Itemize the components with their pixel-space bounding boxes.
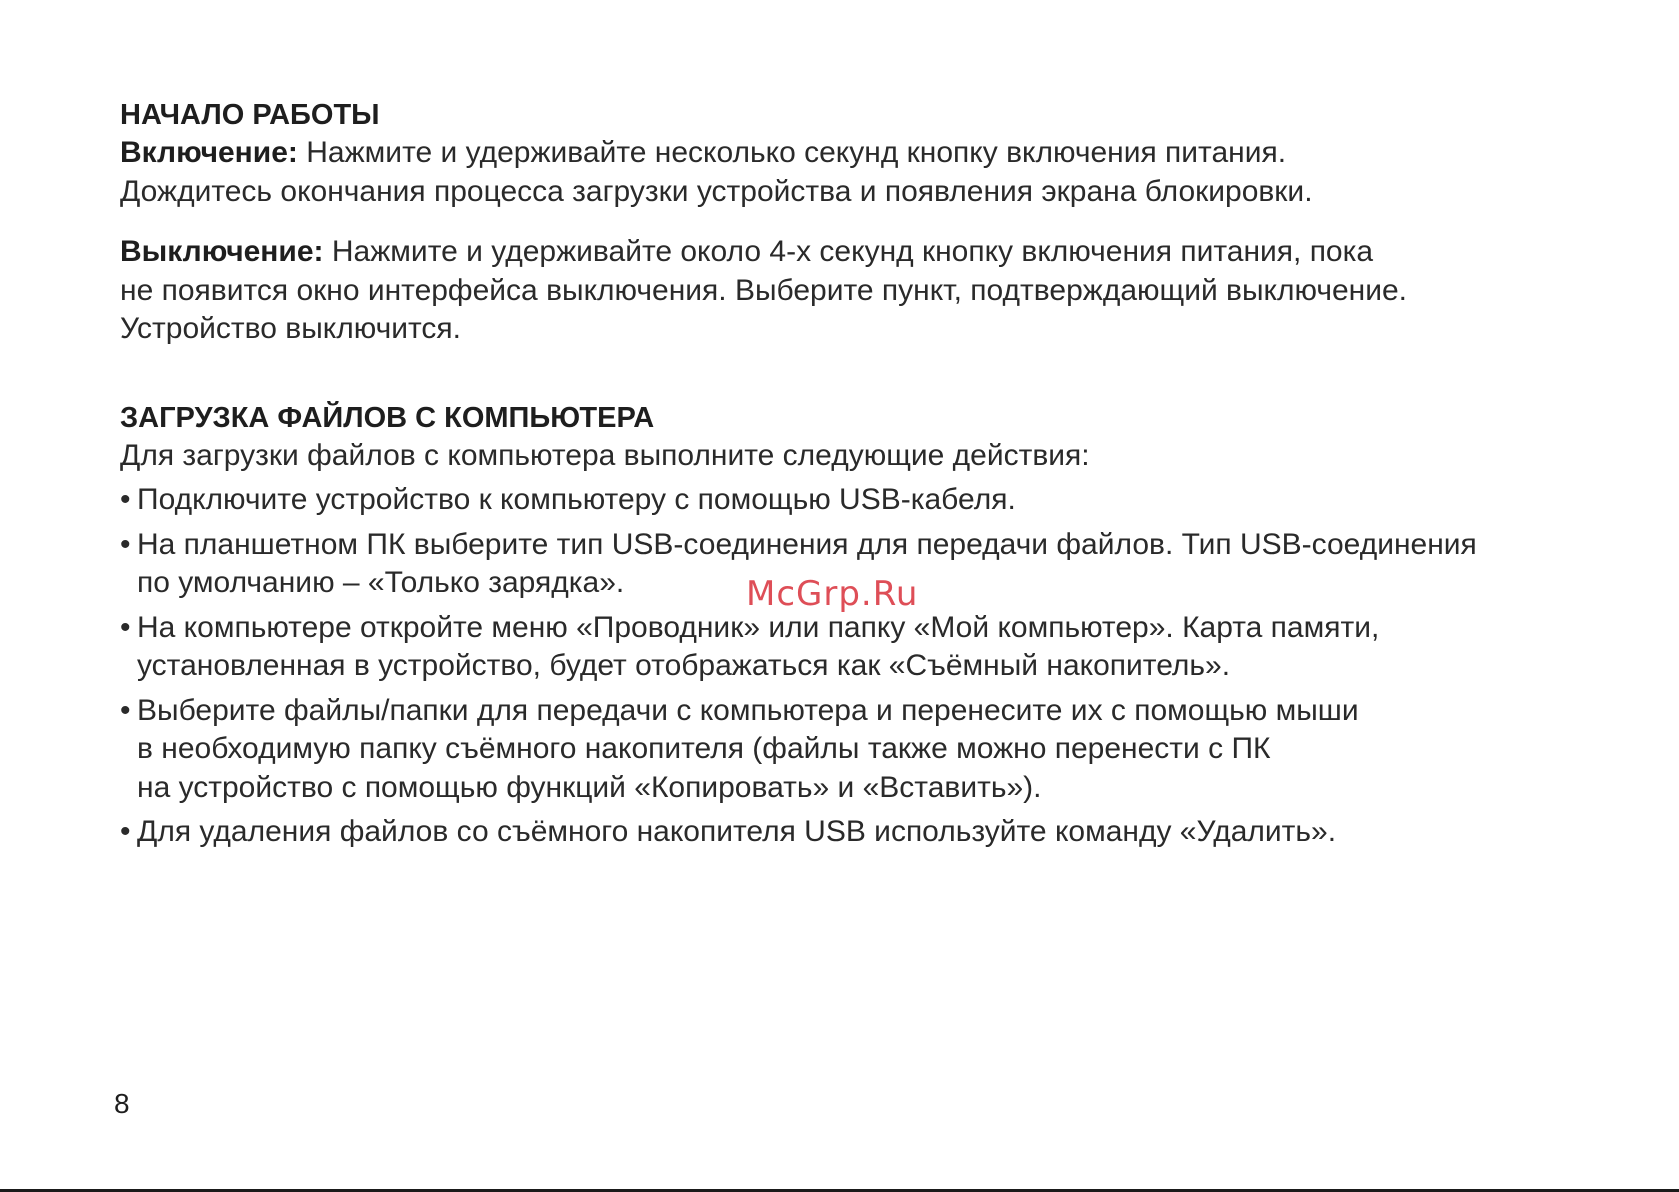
page-content (120, 96, 1600, 858)
bullet-icon: • (120, 693, 131, 727)
step-4-line-1: Выберите файлы/папки для передачи с компьютера и перенесите их с помощью мыши (137, 693, 1359, 727)
step-5-line-1: Для удаления файлов со съёмного накопителя USB используйте команду «Удалить». (137, 815, 1337, 848)
power-on-line-1 (120, 134, 1600, 173)
step-3-line-2: установленная в устройство, будет отображаться как «Съёмный накопитель». (137, 649, 1231, 682)
power-on-label: Включение: (120, 136, 298, 169)
power-off-label: Выключение: (120, 235, 324, 268)
step-2-line-2: по умолчанию – «Только зарядка». (137, 566, 625, 599)
bullet-icon: • (120, 527, 131, 561)
power-off-text-1: Нажмите и удерживайте около 4-х секунд кнопку включения питания, пока (331, 235, 1374, 268)
bullet-icon: • (120, 483, 131, 516)
power-on-line-2: Дождитесь окончания процесса загрузки устройства и появления экрана блокировки. (120, 174, 1313, 208)
step-3-line-1: На компьютере откройте меню «Проводник» или папку «Мой компьютер». Карта памяти, (137, 610, 1380, 644)
power-off-line-1 (120, 233, 1600, 272)
file-transfer-intro: Для загрузки файлов с компьютера выполните следующие действия: (120, 438, 1090, 472)
power-on-text-1: Нажмите и удерживайте несколько секунд кнопку включения питания. (306, 136, 1287, 169)
section-title-file-transfer: ЗАГРУЗКА ФАЙЛОВ С КОМПЬЮТЕРА (120, 401, 655, 434)
list-item (120, 692, 1600, 808)
watermark-text: McGrp.Ru (746, 574, 919, 614)
page-number: 8 (114, 1088, 130, 1119)
file-transfer-steps (120, 481, 1600, 852)
step-1-line-1: Подключите устройство к компьютеру с помощью USB-кабеля. (137, 483, 1016, 516)
step-2-line-1: На планшетном ПК выберите тип USB-соединения для передачи файлов. Тип USB-соединения (137, 527, 1477, 561)
list-item (120, 813, 1600, 852)
power-off-line-2: не появится окно интерфейса выключения. Выберите пункт, подтверждающий выключение. (120, 273, 1408, 307)
step-4-line-2: в необходимую папку съёмного накопителя (файлы также можно перенести с ПК (137, 732, 1271, 765)
list-item (120, 609, 1600, 686)
list-item (120, 481, 1600, 520)
power-on-paragraph (120, 134, 1600, 211)
bullet-icon: • (120, 610, 131, 644)
section-title-getting-started: НАЧАЛО РАБОТЫ (120, 99, 380, 131)
bullet-icon: • (120, 815, 131, 848)
step-4-line-3: на устройство с помощью функций «Копировать» и «Вставить»). (137, 770, 1042, 804)
power-off-line-3: Устройство выключится. (120, 312, 461, 345)
power-off-paragraph (120, 233, 1600, 349)
